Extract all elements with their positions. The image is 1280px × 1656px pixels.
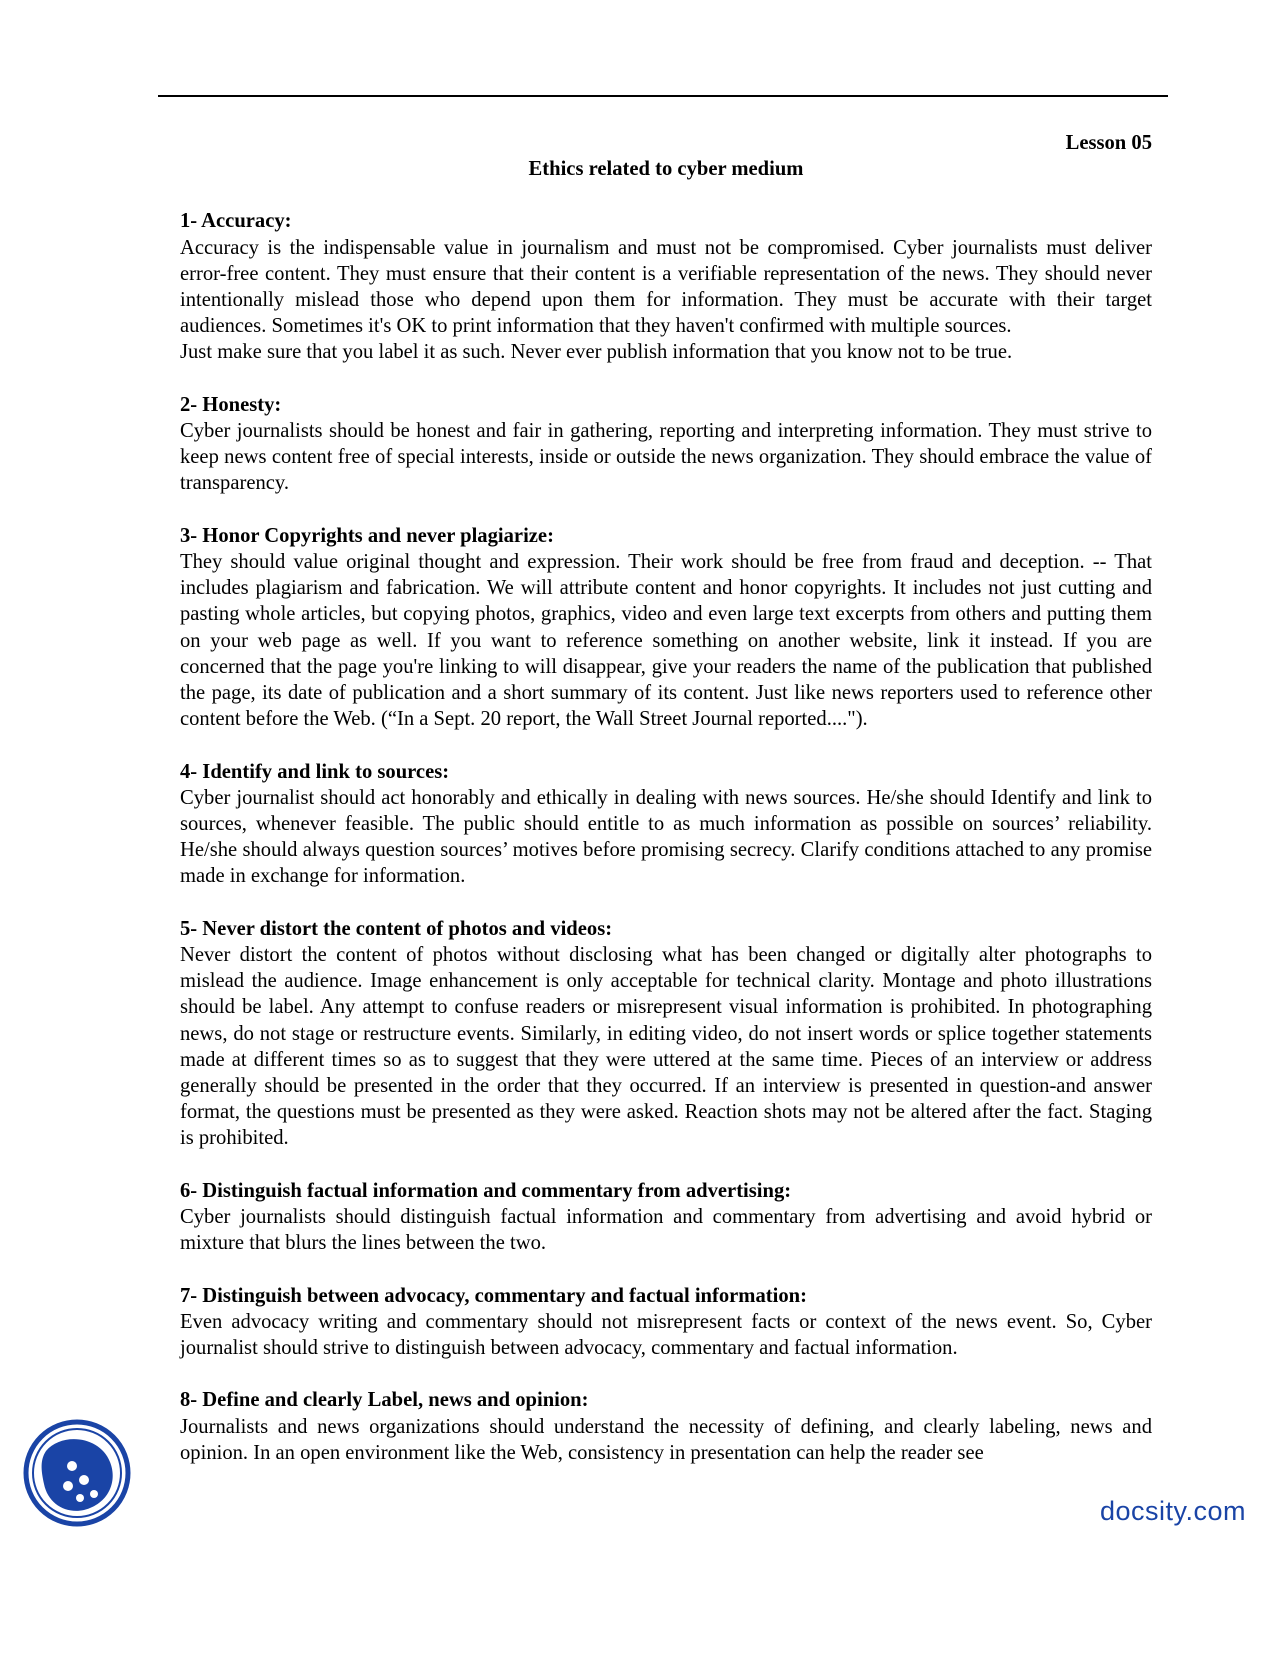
- page-title: Ethics related to cyber medium: [528, 158, 804, 181]
- section-heading: 4- Identify and link to sources:: [180, 760, 450, 783]
- section-photos-videos: [180, 916, 1152, 1152]
- section-heading: 3- Honor Copyrights and never plagiarize:: [180, 524, 554, 547]
- section-copyrights: [180, 523, 1152, 733]
- document-body: [180, 130, 1152, 1492]
- section-heading: 1- Accuracy:: [180, 210, 292, 233]
- top-rule: [158, 95, 1168, 97]
- section-body: Never distort the content of photos without disclosing what has been changed or digitally alter photographs to mislead the audience. Image enhancement is only acceptable for technical clarity. Montage and photo illustrations should be label. Any attempt to confuse readers or misrepresent visual information is prohibited. In photographing news, do not stage or restructure events. Similarly, in editing video, do not insert words or splice together statements made at different times so as to suggest that they were uttered at the same time. Pieces of an interview or address generally should be presented in the order that they occurred. If an interview is presented in question-and answer format, the questions must be presented as they were asked. Reaction shots may not be altered after the fact. Staging is prohibited.: [180, 944, 1152, 1150]
- section-body: They should value original thought and expression. Their work should be free from fraud and deception. -- That includes plagiarism and fabrication. We will attribute content and honor copyrights. It includes not just cutting and pasting whole articles, but copying photos, graphics, video and even large text excerpts from others and putting them on your web page as well. If you want to reference something on another website, link it instead. If you are concerned that the page you're linking to will disappear, give your readers the name of the publication that published the page, its date of publication and a short summary of its content. Just like news reporters used to reference other content before the Web. (“In a Sept. 20 report, the Wall Street Journal reported....").: [180, 551, 1152, 731]
- section-body: Accuracy is the indispensable value in journalism and must not be compromised. Cyber journalists must deliver error-free content. They must ensure that their content is a verifiable representation of the news. They should never intentionally mislead those who depend upon them for information. They must be accurate with their target audiences. Sometimes it's OK to print information that they haven't confirmed with multiple sources.: [180, 236, 1152, 338]
- section-body-tail: Just make sure that you label it as such. Never ever publish information that you know not to be true.: [180, 341, 1013, 364]
- section-heading: 7- Distinguish between advocacy, commentary and factual information:: [180, 1284, 807, 1307]
- lesson-label: Lesson 05: [1065, 132, 1152, 154]
- section-body: Journalists and news organizations should understand the necessity of defining, and clearly labeling, news and opinion. In an open environment like the Web, consistency in presentation can help the reader see: [180, 1415, 1152, 1464]
- section-body: Cyber journalist should act honorably and ethically in dealing with news sources. He/she should Identify and link to sources, whenever feasible. The public should entitle to as much information as possible on sources’ reliability. He/she should always question sources’ motives before promising secrecy. Clarify conditions attached to any promise made in exchange for information.: [180, 786, 1152, 888]
- section-heading: 5- Never distort the content of photos and videos:: [180, 917, 613, 940]
- docsity-logo-icon[interactable]: [22, 1418, 132, 1528]
- section-body: Even advocacy writing and commentary should not misrepresent facts or context of the news event. So, Cyber journalist should strive to distinguish between advocacy, commentary and factual information.: [180, 1310, 1152, 1360]
- docsity-watermark[interactable]: docsity.com: [1100, 1496, 1247, 1526]
- section-heading: 2- Honesty:: [180, 393, 282, 416]
- section-advocacy: [180, 1283, 1152, 1362]
- section-body: Cyber journalists should distinguish factual information and commentary from advertising and avoid hybrid or mixture that blurs the lines between the two.: [180, 1206, 1152, 1255]
- section-accuracy: [180, 208, 1152, 365]
- section-body: Cyber journalists should be honest and fair in gathering, reporting and interpreting information. They must strive to keep news content free of special interests, inside or outside the news organization. They should embrace the value of transparency.: [180, 420, 1152, 495]
- section-advertising: [180, 1178, 1152, 1257]
- section-honesty: [180, 392, 1152, 497]
- section-heading: 8- Define and clearly Label, news and opinion:: [180, 1389, 589, 1412]
- section-sources: [180, 759, 1152, 890]
- section-news-opinion: [180, 1387, 1152, 1466]
- section-heading: 6- Distinguish factual information and commentary from advertising:: [180, 1179, 792, 1202]
